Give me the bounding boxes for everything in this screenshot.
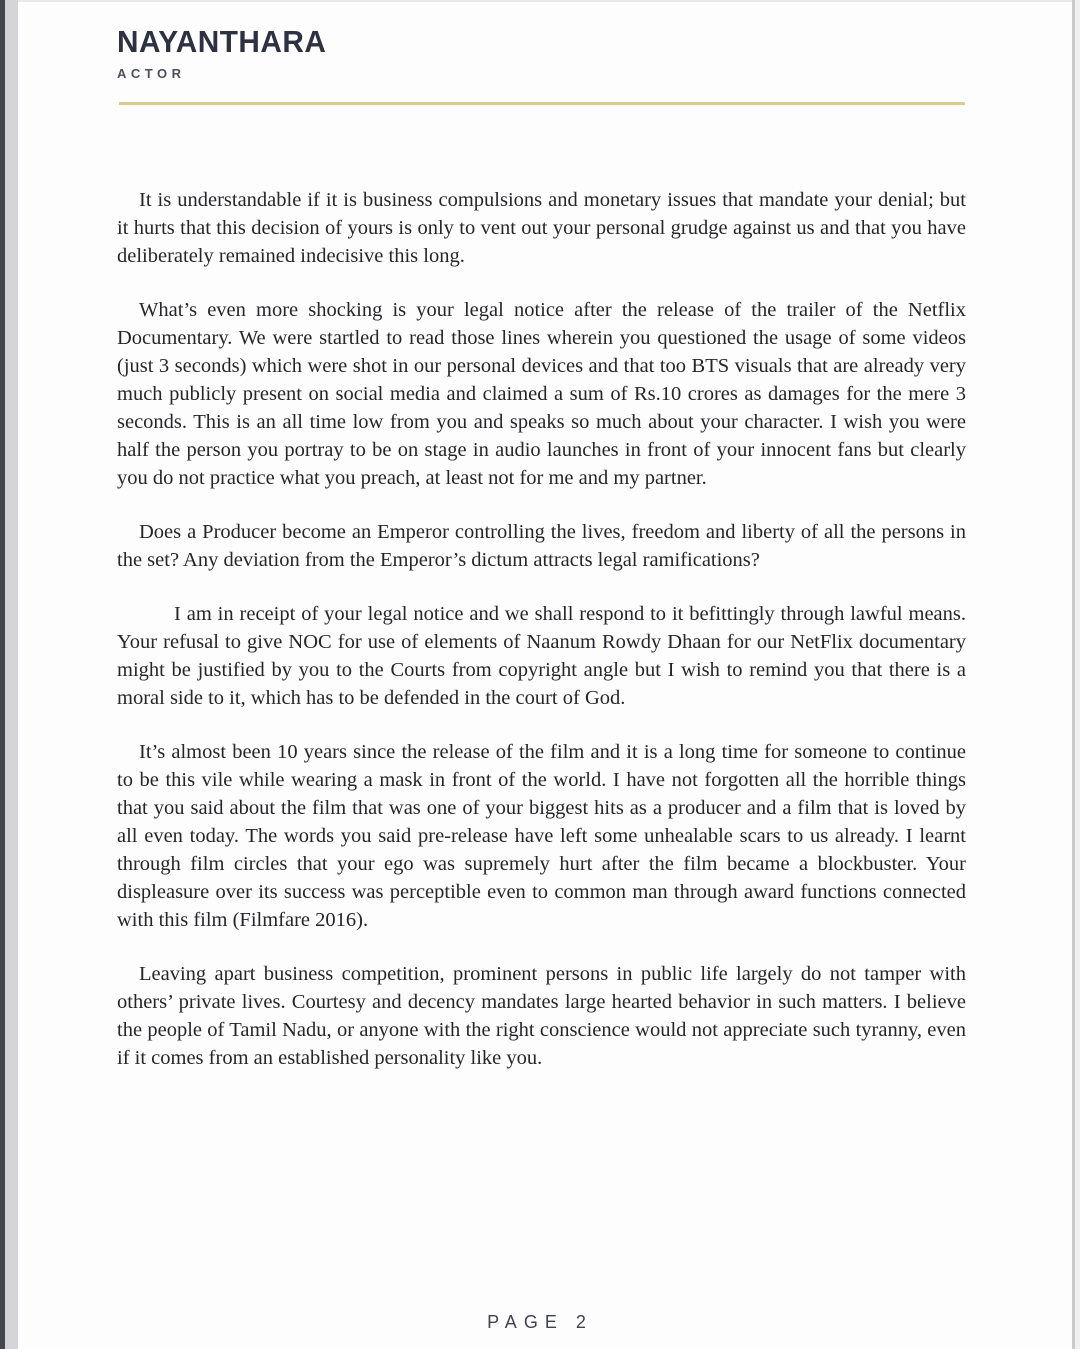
letterhead-divider	[119, 102, 965, 105]
photo-edge-right	[1072, 0, 1075, 1349]
letter-body	[117, 186, 966, 1098]
photo-edge-right-outer	[1075, 0, 1080, 1349]
letter-paragraph: I am in receipt of your legal notice and we shall respond to it befittingly through lawful means. Your refusal to give NOC for use of elements of Naanum Rowdy Dhaan for our NetFlix documentary might be justified by you to the Courts from copyright angle but I wish to remind you that there is a moral side to it, which has to be defended in the court of God.	[117, 603, 966, 709]
letter-paragraph: Does a Producer become an Emperor controlling the lives, freedom and liberty of all the persons in the set? Any deviation from the Emperor’s dictum attracts legal ramifications?	[117, 521, 966, 571]
letterhead-role: ACTOR	[117, 66, 186, 81]
photo-edge-left-dark	[0, 0, 5, 1349]
letter-paragraph: It is understandable if it is business compulsions and monetary issues that mandate your denial; but it hurts that this decision of yours is only to vent out your personal grudge against us and that you have deliberately remained indecisive this long.	[117, 189, 966, 267]
page-number: PAGE 2	[487, 1312, 593, 1332]
photo-edge-left-light	[5, 0, 18, 1349]
letterhead-name: NAYANTHARA	[117, 24, 327, 59]
letter-paragraph: What’s even more shocking is your legal notice after the release of the trailer of the Netflix Documentary. We were startled to read those lines wherein you questioned the usage of some videos (just 3 seconds) which were shot in our personal devices and that too BTS visuals that are already very much publicly present on social media and claimed a sum of Rs.10 crores as damages for the mere 3 seconds. This is an all time low from you and speaks so much about your character. I wish you were half the person you portray to be on stage in audio launches in front of your innocent fans but clearly you do not practice what you preach, at least not for me and my partner.	[117, 299, 966, 489]
letter-paragraph: It’s almost been 10 years since the release of the film and it is a long time for someone to continue to be this vile while wearing a mask in front of the world. I have not forgotten all the horrible things that you said about the film that was one of your biggest hits as a producer and a film that is loved by all even today. The words you said pre-release have left some unhealable scars to us already. I learnt through film circles that your ego was supremely hurt after the film became a blockbuster. Your displeasure over its success was perceptible even to common man through award functions connected with this film (Filmfare 2016).	[117, 741, 966, 931]
letter-paragraph: Leaving apart business competition, prominent persons in public life largely do not tamper with others’ private lives. Courtesy and decency mandates large hearted behavior in such matters. I believe the people of Tamil Nadu, or anyone with the right conscience would not appreciate such tyranny, even if it comes from an established personality like you.	[117, 963, 966, 1069]
letterhead	[117, 25, 966, 113]
photo-edge-top	[0, 0, 1080, 2]
